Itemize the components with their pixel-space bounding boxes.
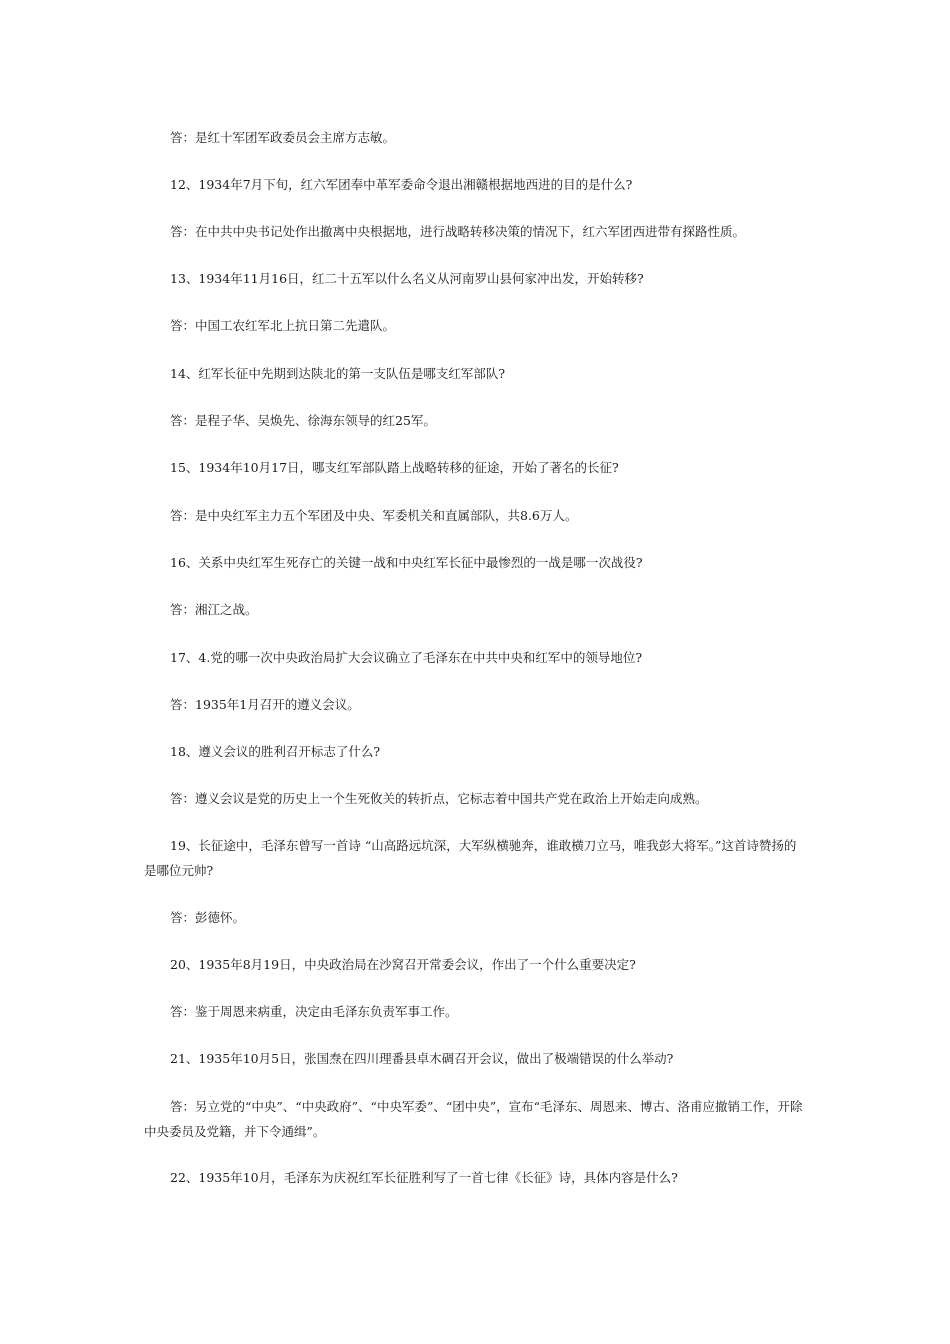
answer-paragraph: 答：是红十军团军政委员会主席方志敏。 xyxy=(170,130,396,145)
answer-paragraph: 答：彭德怀。 xyxy=(170,910,246,925)
answer-paragraph: 答：是中央红军主力五个军团及中央、军委机关和直属部队，共8.6万人。 xyxy=(170,508,578,523)
question-paragraph: 14、红军长征中先期到达陕北的第一支队伍是哪支红军部队? xyxy=(170,366,506,381)
question-paragraph: 22、1935年10月，毛泽东为庆祝红军长征胜利写了一首七律《长征》诗，具体内容是什么? xyxy=(170,1170,678,1185)
question-paragraph: 13、1934年11月16日，红二十五军以什么名义从河南罗山县何家冲出发，开始转移? xyxy=(170,271,644,286)
answer-paragraph: 答：另立党的“中央”、“中央政府”、“中央军委”、“团中央”，宣布“毛泽东、周恩来、博古、洛甫应撤销工作，开除中央委员及党籍，并下令通缉”。 xyxy=(144,1099,803,1139)
question-paragraph: 19、长征途中，毛泽东曾写一首诗 “山高路远坑深，大军纵横驰奔，谁敢横刀立马，唯我彭大将军。”这首诗赞扬的是哪位元帅? xyxy=(144,838,797,878)
answer-paragraph: 答：是程子华、吴焕先、徐海东领导的红25军。 xyxy=(170,413,436,428)
answer-paragraph: 答：遵义会议是党的历史上一个生死攸关的转折点，它标志着中国共产党在政治上开始走向成熟。 xyxy=(170,791,708,806)
answer-paragraph: 答：鉴于周恩来病重，决定由毛泽东负责军事工作。 xyxy=(170,1004,458,1019)
answer-paragraph: 答：中国工农红军北上抗日第二先遣队。 xyxy=(170,318,396,333)
question-paragraph: 12、1934年7月下旬，红六军团奉中革军委命令退出湘赣根据地西进的目的是什么? xyxy=(170,177,633,192)
answer-paragraph: 答：1935年1月召开的遵义会议。 xyxy=(170,697,360,712)
question-paragraph: 15、1934年10月17日，哪支红军部队踏上战略转移的征途，开始了著名的长征? xyxy=(170,460,619,475)
question-paragraph: 18、遵义会议的胜利召开标志了什么? xyxy=(170,744,381,759)
question-paragraph: 20、1935年8月19日，中央政治局在沙窝召开常委会议，作出了一个什么重要决定? xyxy=(170,957,636,972)
question-paragraph: 17、4.党的哪一次中央政治局扩大会议确立了毛泽东在中共中央和红军中的领导地位? xyxy=(170,650,643,665)
question-paragraph: 16、关系中央红军生死存亡的关键一战和中央红军长征中最惨烈的一战是哪一次战役? xyxy=(170,555,643,570)
question-paragraph: 21、1935年10月5日，张国焘在四川理番县卓木碉召开会议，做出了极端错误的什么举动? xyxy=(170,1051,674,1066)
answer-paragraph: 答：在中共中央书记处作出撤离中央根据地，进行战略转移决策的情况下，红六军团西进带有探路性质。 xyxy=(170,224,746,239)
answer-paragraph: 答：湘江之战。 xyxy=(170,602,258,617)
